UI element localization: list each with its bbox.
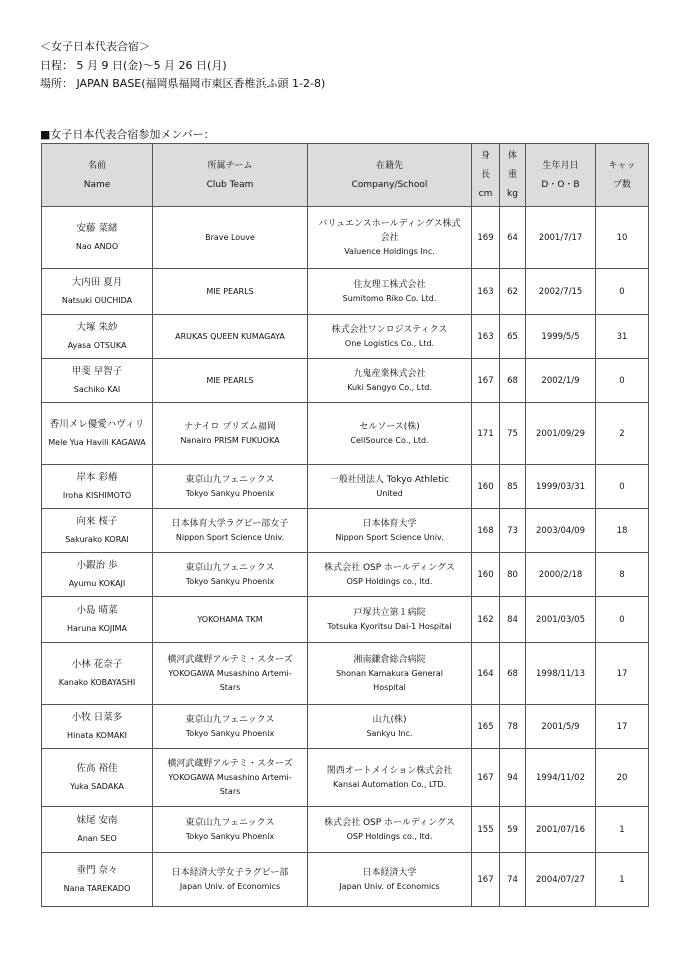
player-name-en: Kanako KOBAYASHI xyxy=(58,677,136,687)
player-row xyxy=(42,597,649,643)
team-line: Tokyo Sankyu Phoenix xyxy=(185,576,275,586)
player-name-cell xyxy=(42,643,153,705)
team-line: YOKOGAWA Musashino Artemi- xyxy=(168,668,292,678)
player-caps-cell: 0 xyxy=(596,597,649,643)
player-height-cell: 163 xyxy=(472,269,500,315)
player-name-cell xyxy=(42,359,153,403)
player-company-cell xyxy=(308,359,472,403)
player-weight-cell: 64 xyxy=(500,207,526,269)
player-name-en: Sachiko KAI xyxy=(73,384,121,394)
player-height-cell: 165 xyxy=(472,705,500,749)
team-line: Brave Louve xyxy=(205,232,255,242)
company-line: Sankyu Inc. xyxy=(366,728,413,738)
company-line: Nippon Sport Science Univ. xyxy=(335,532,444,542)
player-height-cell: 155 xyxy=(472,807,500,853)
player-team-cell xyxy=(153,643,308,705)
player-weight-cell: 84 xyxy=(500,597,526,643)
player-team-cell xyxy=(153,315,308,359)
player-caps-cell: 8 xyxy=(596,553,649,597)
player-name-en: Ayumu KOKAJI xyxy=(68,578,126,588)
company-line: 湘南鎌倉総合病院 xyxy=(353,654,426,665)
company-line: 住友理工株式会社 xyxy=(353,279,426,290)
player-caps-cell: 18 xyxy=(596,509,649,553)
player-company-cell xyxy=(308,643,472,705)
team-line: Tokyo Sankyu Phoenix xyxy=(185,728,275,738)
player-weight-cell: 68 xyxy=(500,643,526,705)
company-line: 株式会社 OSP ホールディングス xyxy=(324,817,455,828)
document-header xyxy=(40,38,325,94)
player-dob-cell: 1999/5/5 xyxy=(526,315,596,359)
team-line: Nippon Sport Science Univ. xyxy=(175,532,285,542)
player-height-cell: 163 xyxy=(472,315,500,359)
player-caps-cell: 17 xyxy=(596,643,649,705)
player-name-cell xyxy=(42,315,153,359)
player-team-cell xyxy=(153,705,308,749)
player-company-cell xyxy=(308,597,472,643)
player-company-cell xyxy=(308,315,472,359)
player-team-cell xyxy=(153,403,308,465)
player-name-cell xyxy=(42,509,153,553)
player-company-cell xyxy=(308,207,472,269)
company-line: 関西オートメイション株式会社 xyxy=(326,765,453,776)
player-name-en: Natsuki OUCHIDA xyxy=(61,295,133,305)
player-name-jp: 岸本 彩椿 xyxy=(76,471,118,483)
player-dob-cell: 2002/1/9 xyxy=(526,359,596,403)
player-name-en: Hinata KOMAKI xyxy=(67,730,127,740)
company-line: Valuence Holdings Inc. xyxy=(344,246,435,256)
player-dob-cell: 1999/03/31 xyxy=(526,465,596,509)
player-name-jp: 小鍜治 歩 xyxy=(76,559,118,571)
player-weight-cell: 73 xyxy=(500,509,526,553)
player-company-cell xyxy=(308,853,472,907)
player-caps-cell: 31 xyxy=(596,315,649,359)
col-header-name: 名前 Name xyxy=(42,144,153,207)
team-line: 東京山九フェニックス xyxy=(185,562,275,573)
player-caps-cell: 0 xyxy=(596,269,649,315)
player-company-cell xyxy=(308,705,472,749)
player-team-cell xyxy=(153,853,308,907)
company-line: Kansai Automation Co., LTD. xyxy=(333,779,446,789)
player-name-en: Anan SEO xyxy=(77,833,117,843)
company-line: One Logistics Co., Ltd. xyxy=(344,338,435,348)
player-row xyxy=(42,269,649,315)
player-caps-cell: 1 xyxy=(596,853,649,907)
player-weight-cell: 75 xyxy=(500,403,526,465)
col-header-weight: 体 重 kg xyxy=(500,144,526,207)
player-name-cell xyxy=(42,807,153,853)
player-caps-cell: 1 xyxy=(596,807,649,853)
player-company-cell xyxy=(308,269,472,315)
player-team-cell xyxy=(153,509,308,553)
player-team-cell xyxy=(153,597,308,643)
player-name-en: Yuka SADAKA xyxy=(70,781,124,791)
player-name-en: Ayasa OTSUKA xyxy=(67,340,127,350)
player-company-cell xyxy=(308,509,472,553)
team-line: ARUKAS QUEEN KUMAGAYA xyxy=(175,331,285,341)
player-dob-cell: 2003/04/09 xyxy=(526,509,596,553)
player-name-jp: 安藤 菜緒 xyxy=(76,222,118,234)
player-name-jp: 小島 晴菜 xyxy=(76,604,118,616)
player-caps-cell: 0 xyxy=(596,359,649,403)
player-weight-cell: 74 xyxy=(500,853,526,907)
player-dob-cell: 2002/7/15 xyxy=(526,269,596,315)
player-name-en: Sakurako KORAI xyxy=(65,534,129,544)
company-line: OSP Holdings co., ltd. xyxy=(346,576,433,586)
player-row xyxy=(42,207,649,269)
company-line: セルソース(株) xyxy=(359,421,420,432)
team-line: ナナイロ プリズム福岡 xyxy=(184,421,276,432)
player-team-cell xyxy=(153,465,308,509)
player-company-cell xyxy=(308,553,472,597)
company-line: 日本経済大学 xyxy=(362,867,417,878)
player-name-cell xyxy=(42,853,153,907)
company-line: 株式会社ワンロジスティクス xyxy=(331,324,448,335)
player-row xyxy=(42,359,649,403)
player-weight-cell: 80 xyxy=(500,553,526,597)
player-name-jp: 甲斐 早智子 xyxy=(71,365,123,377)
team-line: 日本体育大学ラグビー部女子 xyxy=(171,518,289,529)
player-company-cell xyxy=(308,749,472,807)
col-header-company: 在籍先 Company/School xyxy=(308,144,472,207)
company-line: CellSource Co., Ltd. xyxy=(350,435,429,445)
player-weight-cell: 65 xyxy=(500,315,526,359)
company-line: 九鬼産業株式会社 xyxy=(353,368,426,379)
team-line: YOKOGAWA Musashino Artemi- xyxy=(168,772,292,782)
player-name-cell xyxy=(42,269,153,315)
player-row xyxy=(42,403,649,465)
player-company-cell xyxy=(308,403,472,465)
player-name-en: Haruna KOJIMA xyxy=(67,623,127,633)
player-dob-cell: 1998/11/13 xyxy=(526,643,596,705)
player-name-en: Iroha KISHIMOTO xyxy=(62,490,132,500)
col-header-dob: 生年月日 D・O・B xyxy=(526,144,596,207)
player-height-cell: 160 xyxy=(472,465,500,509)
player-row xyxy=(42,807,649,853)
player-name-jp: 向來 桜子 xyxy=(76,515,118,527)
player-row xyxy=(42,705,649,749)
player-row xyxy=(42,509,649,553)
company-line: 株式会社 OSP ホールディングス xyxy=(324,562,455,573)
player-team-cell xyxy=(153,207,308,269)
player-height-cell: 167 xyxy=(472,749,500,807)
team-line: Stars xyxy=(219,682,241,692)
team-line: Tokyo Sankyu Phoenix xyxy=(185,831,275,841)
company-line: Sumitomo Riko Co. Ltd. xyxy=(342,293,437,303)
player-weight-cell: 59 xyxy=(500,807,526,853)
player-name-en: Nana TAREKADO xyxy=(63,883,131,893)
player-name-en: Nao ANDO xyxy=(75,241,119,251)
camp-schedule: 日程： 5 月 9 日(金)～5 月 26 日(月) xyxy=(40,58,227,72)
player-dob-cell: 1994/11/02 xyxy=(526,749,596,807)
player-company-cell xyxy=(308,465,472,509)
company-line: Totsuka Kyoritsu Dai-1 Hospital xyxy=(327,621,452,631)
company-line: OSP Holdings co., ltd. xyxy=(346,831,433,841)
player-row xyxy=(42,749,649,807)
player-height-cell: 171 xyxy=(472,403,500,465)
player-company-cell xyxy=(308,807,472,853)
team-line: 東京山九フェニックス xyxy=(185,474,275,485)
camp-venue: 場所： JAPAN BASE(福岡県福岡市東区香椎浜ふ頭 1-2-8) xyxy=(40,77,326,90)
player-row xyxy=(42,643,649,705)
player-dob-cell: 2004/07/27 xyxy=(526,853,596,907)
col-header-height: 身 長 cm xyxy=(472,144,500,207)
player-weight-cell: 62 xyxy=(500,269,526,315)
player-weight-cell: 94 xyxy=(500,749,526,807)
player-height-cell: 164 xyxy=(472,643,500,705)
roster-table xyxy=(41,143,649,907)
team-line: Japan Univ. of Economics xyxy=(179,881,281,891)
player-name-en: Mele Yua Havili KAGAWA xyxy=(48,437,146,447)
player-dob-cell: 2001/07/16 xyxy=(526,807,596,853)
player-dob-cell: 2001/09/29 xyxy=(526,403,596,465)
player-row xyxy=(42,315,649,359)
team-line: MIE PEARLS xyxy=(206,286,254,296)
company-line: 日本体育大学 xyxy=(362,518,417,529)
player-dob-cell: 2001/5/9 xyxy=(526,705,596,749)
player-name-cell xyxy=(42,553,153,597)
roster-body xyxy=(42,207,649,907)
company-line: 山九(株) xyxy=(372,714,407,725)
team-line: 横河武蔵野アルテミ・スターズ xyxy=(167,654,293,665)
player-height-cell: 168 xyxy=(472,509,500,553)
player-team-cell xyxy=(153,749,308,807)
player-height-cell: 160 xyxy=(472,553,500,597)
company-line: 一般社団法人 Tokyo Athletic xyxy=(329,474,450,485)
company-line: Japan Univ. of Economics xyxy=(339,881,440,891)
camp-title: ＜女子日本代表合宿＞ xyxy=(40,40,150,53)
player-name-jp: 大塚 朱紗 xyxy=(76,321,118,333)
player-name-jp: 香川メレ優愛ハヴィリ xyxy=(49,418,145,430)
player-height-cell: 167 xyxy=(472,853,500,907)
player-height-cell: 169 xyxy=(472,207,500,269)
player-team-cell xyxy=(153,269,308,315)
company-line: Kuki Sangyo Co., Ltd. xyxy=(347,382,432,392)
col-header-team: 所属チーム Club Team xyxy=(153,144,308,207)
col-header-caps: キャッ プ数 xyxy=(596,144,649,207)
company-line: 会社 xyxy=(380,232,399,243)
player-name-jp: 佐高 裕佳 xyxy=(76,762,118,774)
player-row xyxy=(42,465,649,509)
player-name-jp: 小牧 日菜多 xyxy=(71,711,123,723)
player-name-jp: 妹尾 安南 xyxy=(76,814,118,826)
player-name-jp: 小林 花奈子 xyxy=(71,658,123,670)
player-name-jp: 垂門 奈々 xyxy=(76,864,118,876)
player-height-cell: 167 xyxy=(472,359,500,403)
player-name-cell xyxy=(42,403,153,465)
player-height-cell: 162 xyxy=(472,597,500,643)
player-caps-cell: 0 xyxy=(596,465,649,509)
team-line: Nanairo PRISM FUKUOKA xyxy=(180,435,280,445)
player-dob-cell: 2001/03/05 xyxy=(526,597,596,643)
team-line: Stars xyxy=(219,786,241,796)
player-weight-cell: 85 xyxy=(500,465,526,509)
company-line: バリュエンスホールディングス株式 xyxy=(318,218,461,229)
team-line: 東京山九フェニックス xyxy=(185,714,275,725)
player-row xyxy=(42,853,649,907)
player-dob-cell: 2000/2/18 xyxy=(526,553,596,597)
player-name-cell xyxy=(42,207,153,269)
team-line: 横河武蔵野アルテミ・スターズ xyxy=(167,758,293,769)
player-name-cell xyxy=(42,597,153,643)
player-team-cell xyxy=(153,553,308,597)
team-line: YOKOHAMA TKM xyxy=(197,614,263,624)
team-line: MIE PEARLS xyxy=(206,375,254,385)
player-weight-cell: 78 xyxy=(500,705,526,749)
team-line: Tokyo Sankyu Phoenix xyxy=(185,488,275,498)
roster-header-row xyxy=(42,144,649,207)
player-caps-cell: 10 xyxy=(596,207,649,269)
team-line: 日本経済大学女子ラグビー部 xyxy=(171,867,289,878)
player-caps-cell: 2 xyxy=(596,403,649,465)
player-name-cell xyxy=(42,749,153,807)
player-name-cell xyxy=(42,705,153,749)
player-team-cell xyxy=(153,359,308,403)
player-weight-cell: 68 xyxy=(500,359,526,403)
company-line: Shonan Kamakura General xyxy=(335,668,444,678)
player-team-cell xyxy=(153,807,308,853)
player-caps-cell: 17 xyxy=(596,705,649,749)
player-caps-cell: 20 xyxy=(596,749,649,807)
player-row xyxy=(42,553,649,597)
player-dob-cell: 2001/7/17 xyxy=(526,207,596,269)
company-line: Hospital xyxy=(373,682,406,692)
members-section-title: ■女子日本代表合宿参加メンバー： xyxy=(40,128,215,141)
company-line: United xyxy=(376,488,403,498)
player-name-jp: 大内田 夏月 xyxy=(71,276,123,288)
company-line: 戸塚共立第１病院 xyxy=(353,607,426,618)
player-name-cell xyxy=(42,465,153,509)
team-line: 東京山九フェニックス xyxy=(185,817,275,828)
